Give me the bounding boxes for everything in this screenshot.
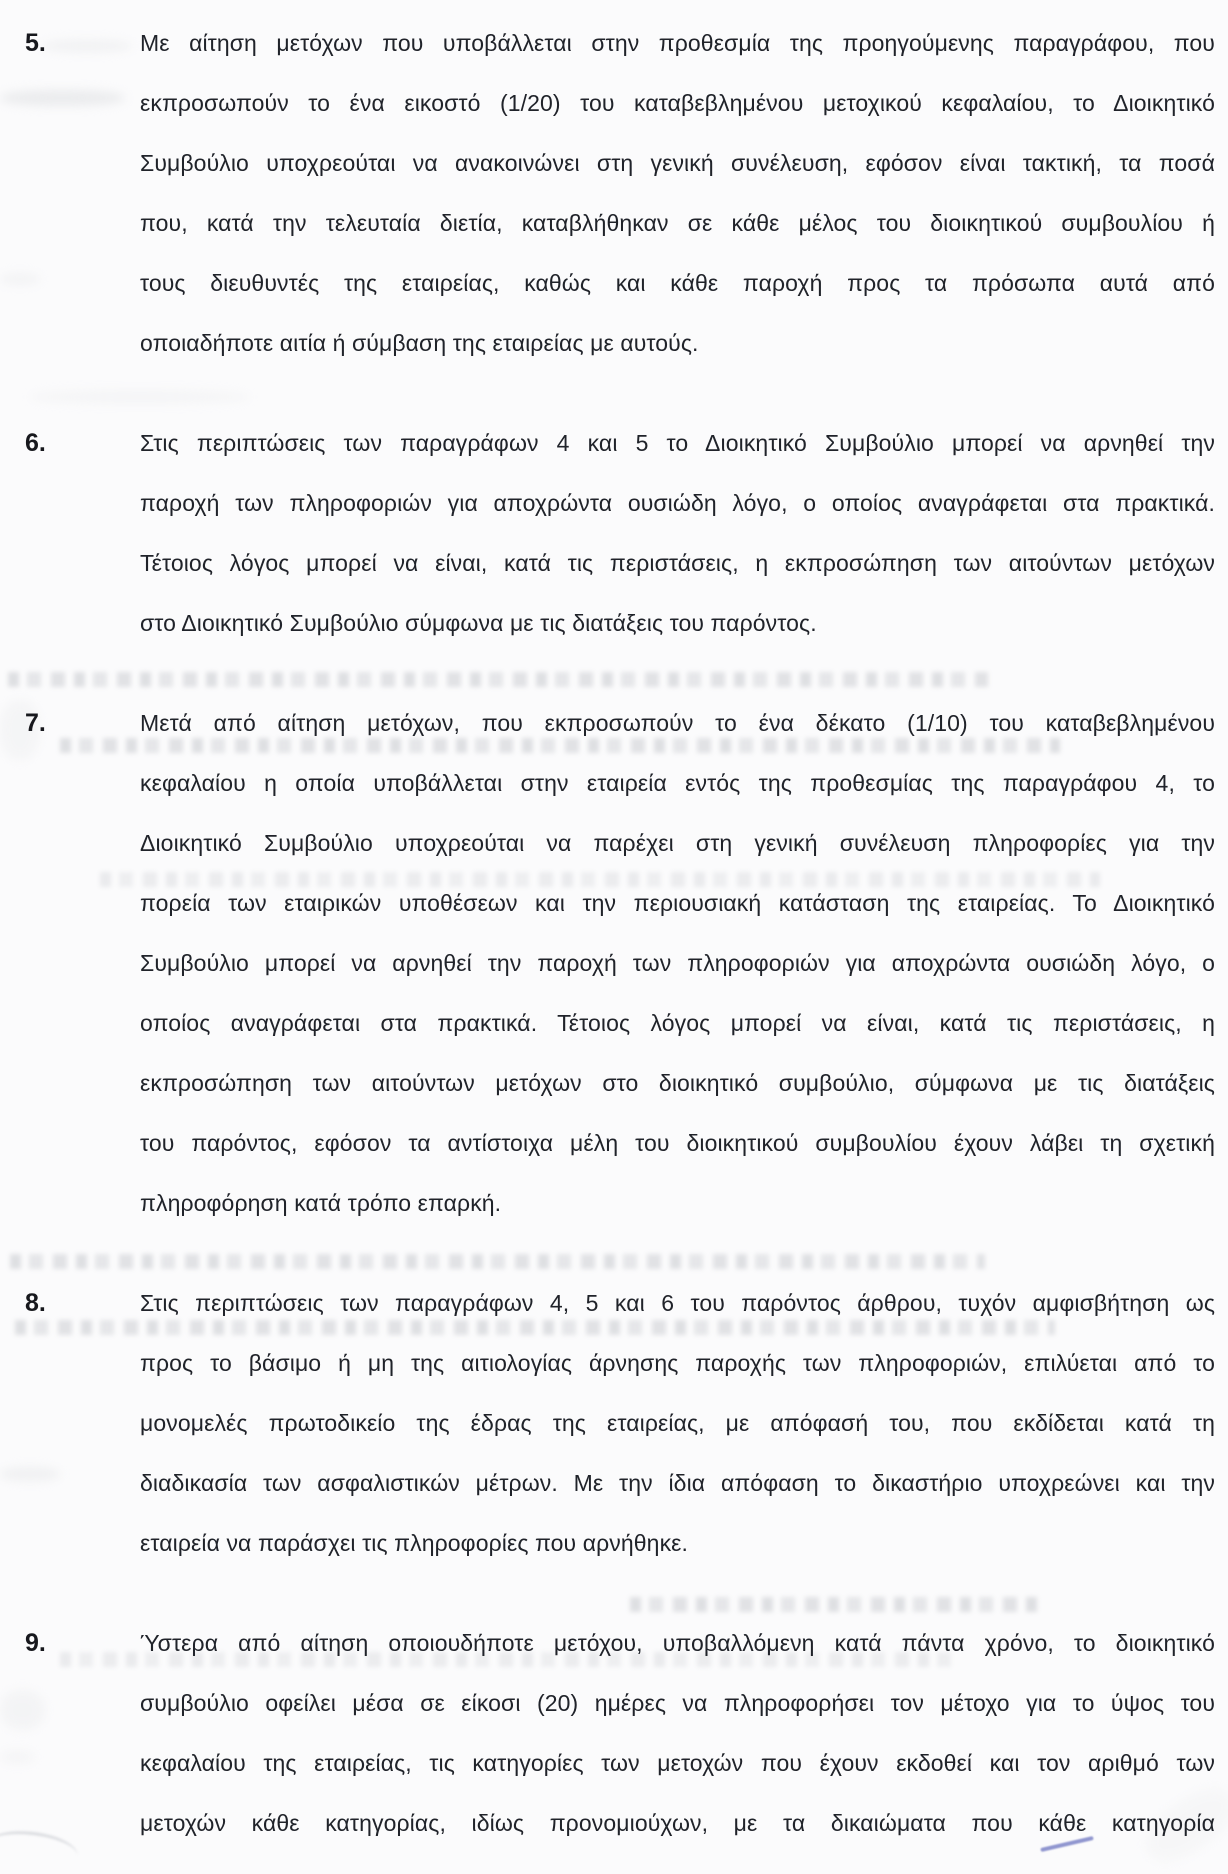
text-line: τους διευθυντές της εταιρείας, καθώς και κάθε παροχή προς τα πρόσωπα αυτά από (140, 270, 1215, 296)
text-line: Ύστερα από αίτηση οποιουδήποτε μετόχου, υποβαλλόμενη κατά πάντα χρόνο, το διοικητικό (140, 1630, 1215, 1656)
text-line: προς το βάσιμο ή μη της αιτιολογίας άρνησης παροχής των πληροφοριών, επιλύεται από το (140, 1350, 1215, 1376)
text-line: εκπροσώπηση των αιτούντων μετόχων στο διοικητικό συμβούλιο, σύμφωνα με τις διατάξεις (140, 1070, 1215, 1096)
paragraph-number: 8. (25, 1289, 46, 1317)
text-line: του παρόντος, εφόσον τα αντίστοιχα μέλη του διοικητικού συμβουλίου έχουν λάβει τη σχετική (140, 1130, 1215, 1156)
scan-smudge (30, 390, 250, 404)
paragraph-text (140, 1273, 1215, 1573)
text-line: στο Διοικητικό Συμβούλιο σύμφωνα με τις διατάξεις του παρόντος. (140, 610, 817, 636)
paragraph-text (140, 1613, 1215, 1853)
text-line: Διοικητικό Συμβούλιο υποχρεούται να παρέχει στη γενική συνέλευση πληροφορίες για την (140, 830, 1215, 856)
text-line: Συμβούλιο υποχρεούται να ανακοινώνει στη γενική συνέλευση, εφόσον είναι τακτική, τα ποσά (140, 150, 1215, 176)
text-line: Τέτοιος λόγος μπορεί να είναι, κατά τις περιστάσεις, η εκπροσώπηση των αιτούντων μετόχων (140, 550, 1215, 576)
numbered-paragraph (0, 13, 1228, 373)
text-line: Συμβούλιο μπορεί να αρνηθεί την παροχή των πληροφοριών για αποχρώντα ουσιώδη λόγο, ο (140, 950, 1215, 976)
bleed-through-text-artifact (10, 1254, 985, 1269)
numbered-paragraph (0, 1613, 1228, 1853)
numbered-paragraph (0, 413, 1228, 653)
text-line: που, κατά την τελευταία διετία, καταβλήθηκαν σε κάθε μέλος του διοικητικού συμβουλίου ή (140, 210, 1215, 236)
text-line: Με αίτηση μετόχων που υποβάλλεται στην προθεσμία της προηγούμενης παραγράφου, που (140, 30, 1215, 56)
paragraph-number: 6. (25, 429, 46, 457)
text-line: κεφαλαίου η οποία υποβάλλεται στην εταιρεία εντός της προθεσμίας της παραγράφου 4, το (140, 770, 1215, 796)
paragraph-text (140, 693, 1215, 1233)
text-line: Στις περιπτώσεις των παραγράφων 4, 5 και 6 του παρόντος άρθρου, τυχόν αμφισβήτηση ως (140, 1290, 1215, 1316)
numbered-paragraph (0, 693, 1228, 1233)
text-line: πληροφόρηση κατά τρόπο επαρκή. (140, 1190, 502, 1216)
text-line: εταιρεία να παράσχει τις πληροφορίες που αρνήθηκε. (140, 1530, 689, 1556)
bleed-through-text-artifact (8, 672, 988, 687)
text-line: μετοχών κάθε κατηγορίας, ιδίως προνομιούχων, με τα δικαιώματα που κάθε κατηγορία (140, 1810, 1215, 1836)
text-line: οποίος αναγράφεται στα πρακτικά. Τέτοιος λόγος μπορεί να είναι, κατά τις περιστάσεις, η (140, 1010, 1215, 1036)
paragraph-text (140, 13, 1215, 373)
text-line: Στις περιπτώσεις των παραγράφων 4 και 5 το Διοικητικό Συμβούλιο μπορεί να αρνηθεί την (140, 430, 1215, 456)
paragraph-number: 9. (25, 1629, 46, 1657)
text-line: κεφαλαίου της εταιρείας, τις κατηγορίες των μετοχών που έχουν εκδοθεί και τον αριθμό των (140, 1750, 1215, 1776)
paragraph-number: 7. (25, 709, 46, 737)
text-line: εκπροσωπούν το ένα εικοστό (1/20) του καταβεβλημένου μετοχικού κεφαλαίου, το Διοικητικό (140, 90, 1215, 116)
text-line: συμβούλιο οφείλει μέσα σε είκοσι (20) ημέρες να πληροφορήσει τον μέτοχο για το ύψος του (140, 1690, 1215, 1716)
bleed-through-text-artifact (630, 1597, 1040, 1612)
text-line: παροχή των πληροφοριών για αποχρώντα ουσιώδη λόγο, ο οποίος αναγράφεται στα πρακτικά. (140, 490, 1215, 516)
text-line: οποιαδήποτε αιτία ή σύμβαση της εταιρείας με αυτούς. (140, 330, 699, 356)
paragraph-text (140, 413, 1215, 653)
numbered-paragraph (0, 1273, 1228, 1573)
document-body (0, 13, 1228, 1853)
paragraph-number: 5. (25, 29, 46, 57)
text-line: μονομελές πρωτοδικείο της έδρας της εταιρείας, με απόφασή του, που εκδίδεται κατά τη (140, 1410, 1215, 1436)
text-line: Μετά από αίτηση μετόχων, που εκπροσωπούν το ένα δέκατο (1/10) του καταβεβλημένου (140, 710, 1215, 736)
text-line: πορεία των εταιρικών υποθέσεων και την περιουσιακή κατάσταση της εταιρείας. Το Διοικητικό (140, 890, 1215, 916)
text-line: διαδικασία των ασφαλιστικών μέτρων. Με την ίδια απόφαση το δικαστήριο υποχρεώνει και την (140, 1470, 1215, 1496)
